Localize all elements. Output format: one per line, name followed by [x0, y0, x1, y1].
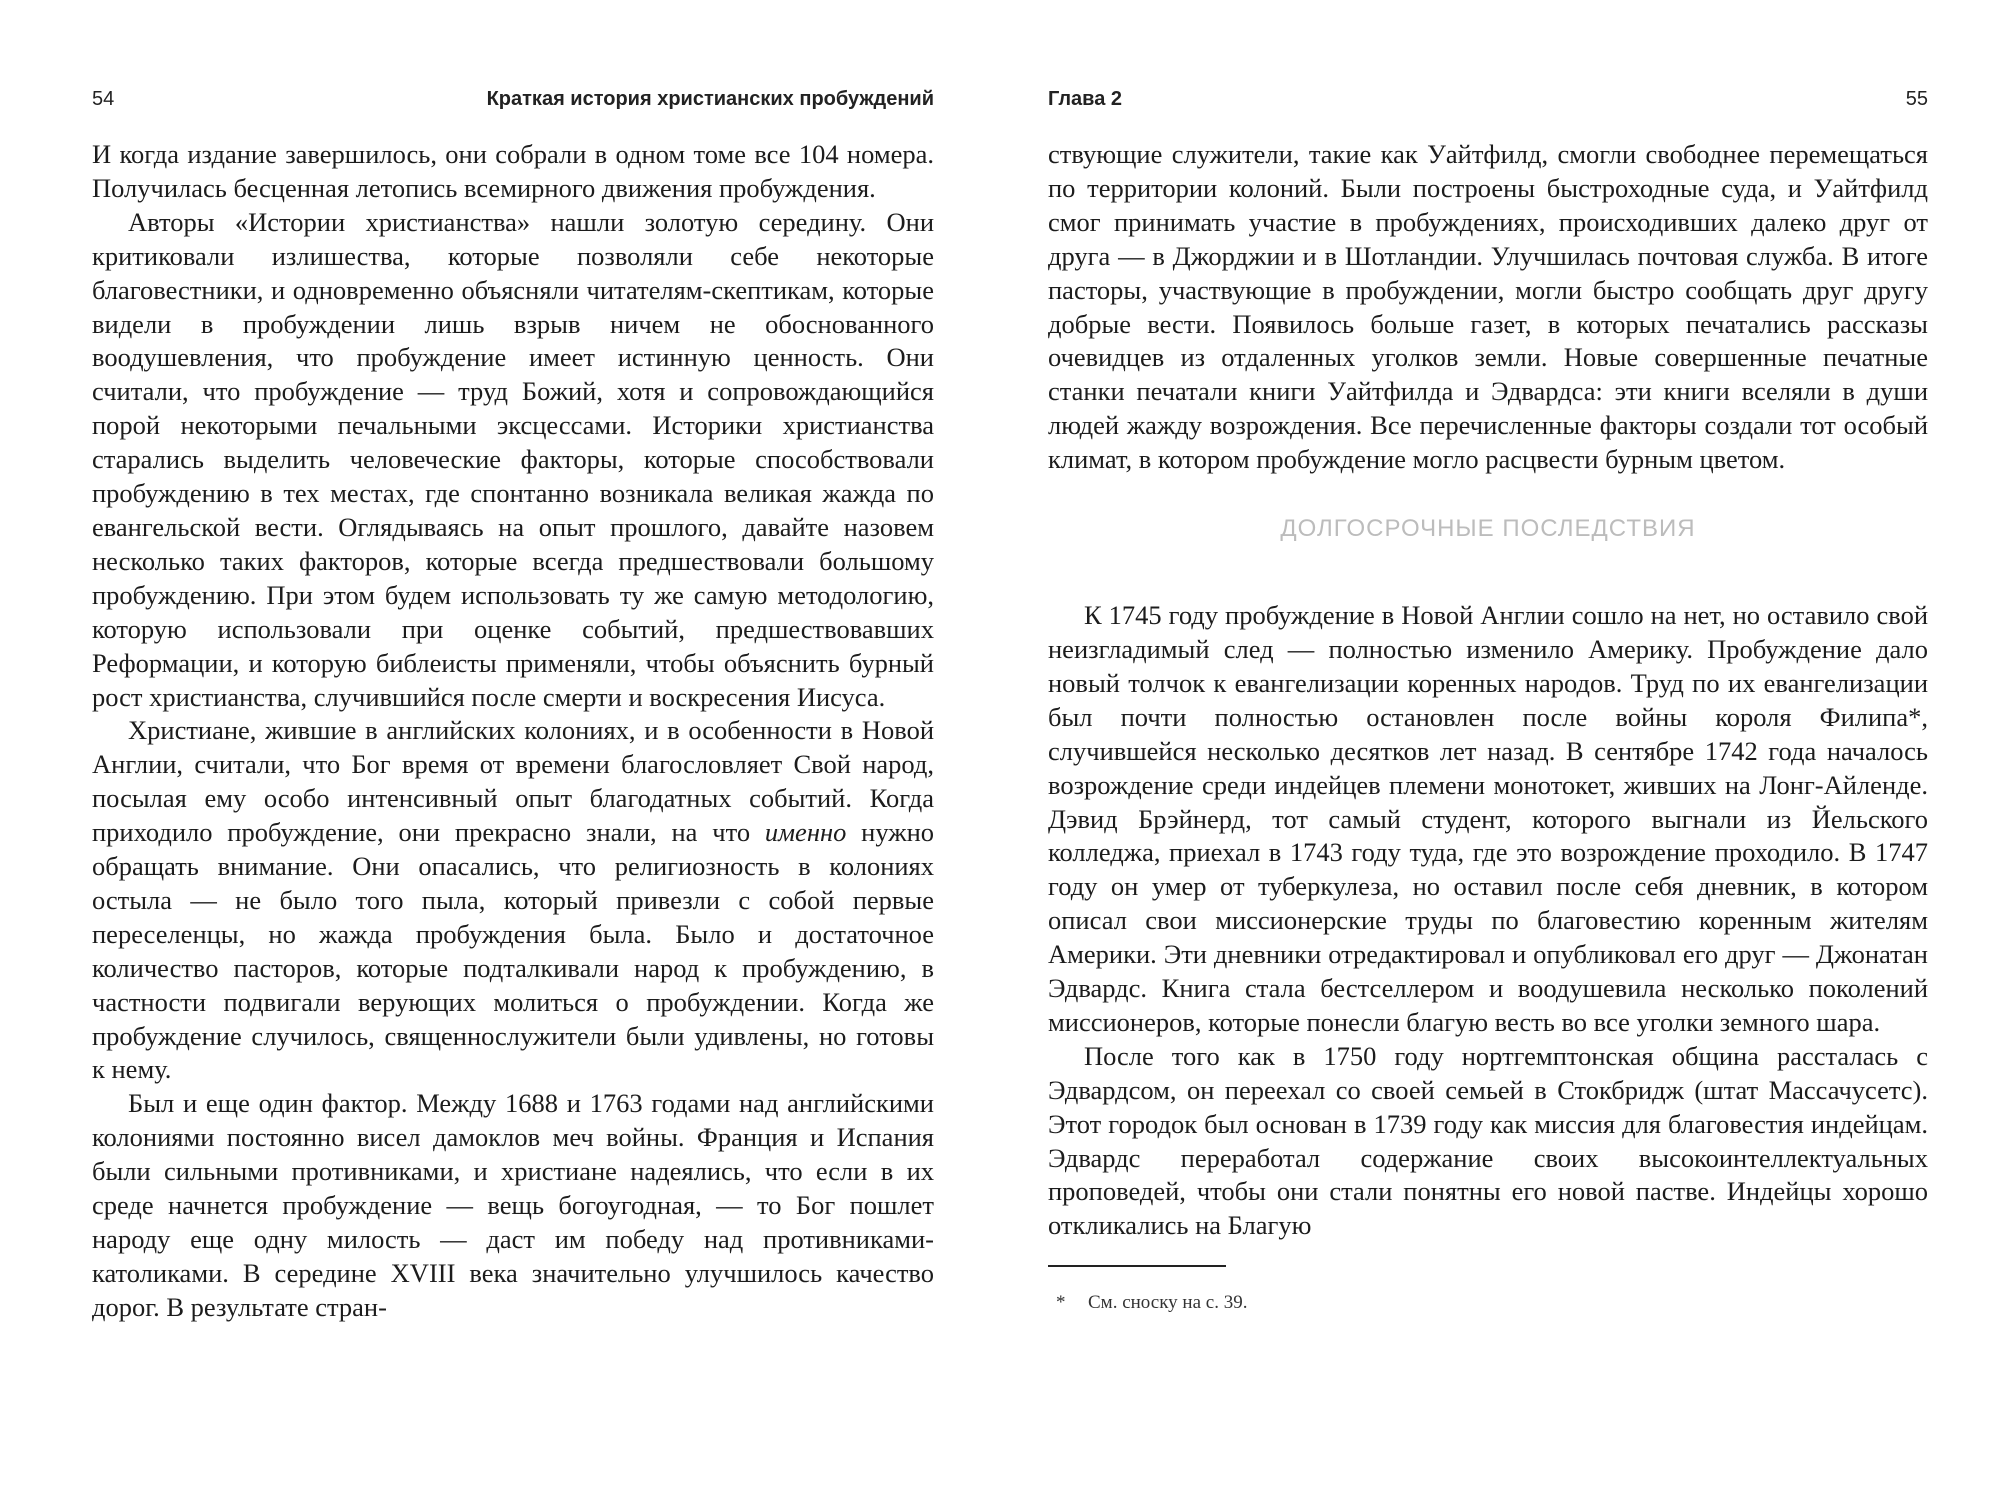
paragraph: ствующие служители, такие как Уайтфилд, смогли свободнее перемещаться по территории колоний. Были построены быстроходные суда, и Уайтфилд смог принимать участие в пробуждениях, происходивших далеко друг от друга — в Джорджии и в Шотландии. Улучшилась почтовая служба. В итоге пасторы, участвующие в пробуждении, могли быстро сообщать друг другу добрые вести. Появилось больше газет, в которых печатались рассказы очевидцев из отдаленных уголков земли. Новые совершенные печатные станки печатали книги Уайтфилда и Эдвардса: эти книги вселяли в души людей жажду возрождения. Все перечисленные факторы создали тот особый климат, в котором пробуждение могло расцвести бурным цветом.: [1048, 139, 1928, 475]
chapter-title: Глава 2: [1048, 88, 1123, 110]
paragraph: [92, 714, 934, 1087]
left-page-body: [92, 138, 934, 1325]
paragraph-text: Христиане, жившие в английских колониях, и в особенности в Новой Англии, считали, что Бог время от времени благословляет Свой народ, посылая ему особо интенсивный опыт благодатных событий. Когда приходило пробуждение, они прекрасно знали, на что: [92, 715, 934, 848]
right-page: [1000, 0, 2000, 1488]
footnote-text: См. сноску на с. 39.: [1088, 1292, 1248, 1314]
section-heading: ДОЛГОСРОЧНЫЕ ПОСЛЕДСТВИЯ: [1280, 515, 1696, 543]
right-page-body: [1048, 138, 1928, 1315]
running-title: Краткая история христианских пробуждений: [486, 88, 934, 110]
footnote-mark: *: [1056, 1292, 1066, 1314]
paragraph: К 1745 году пробуждение в Новой Англии сошло на нет, но оставило свой неизгладимый след — полностью изменило Америку. Пробуждение дало новый толчок к евангелизации коренных народов. Труд по их евангелизации был почти полностью остановлен после войны короля Филипа*, случившейся несколько десятков лет назад. В сентябре 1742 года началось возрождение среди индейцев племени монотокет, живших на Лонг-Айленде. Дэвид Брэйнерд, тот самый студент, которого выгнали из Йельского колледжа, приехал в 1743 году туда, где это возрождение проходило. В 1747 году он умер от туберкулеза, но оставил после себя дневник, в котором описал свои миссионерские труды по благовестию коренным жителям Америки. Эти дневники отредактировал и опубликовал его друг — Джонатан Эдвардс. Книга стала бестселлером и воодушевила несколько поколений миссионеров, которые понесли благую весть во все уголки земного шара.: [1048, 600, 1928, 1037]
paragraph: Авторы «Истории христианства» нашли золотую середину. Они критиковали излишества, которые позволяли себе некоторые благовестники, и одновременно объясняли читателям-скептикам, которые видели в пробуждении лишь взрыв ничем не обоснованного воодушевления, что пробуждение имеет истинную ценность. Они считали, что пробуждение — труд Божий, хотя и сопровождающийся порой некоторыми печальными эксцессами. Историки христианства старались выделить человеческие факторы, которые способствовали пробуждению в тех местах, где спонтанно возникала великая жажда по евангельской вести. Оглядываясь на опыт прошлого, давайте назовем несколько таких факторов, которые всегда предшествовали большому пробуждению. При этом будем использовать ту же самую методологию, которую использовали при оценке событий, предшествовавших Реформации, и которую библеисты применяли, чтобы объяснить бурный рост христианства, случившийся после смерти и воскресения Иисуса.: [92, 206, 934, 712]
left-page-header: [92, 88, 934, 124]
page-number: 54: [92, 88, 115, 110]
paragraph: Был и еще один фактор. Между 1688 и 1763 годами над английскими колониями постоянно висел дамоклов меч войны. Франция и Испания были сильными противниками, и христиане надеялись, что если в их среде начнется пробуждение — вещь богоугодная, — то Бог пошлет народу еще одну милость — даст им победу над противниками-католиками. В середине XVIII века значительно улучшилось качество дорог. В результате стран-: [92, 1088, 934, 1322]
footnote: [1048, 1291, 1928, 1315]
emphasis-text: именно: [764, 817, 847, 848]
paragraph: И когда издание завершилось, они собрали в одном томе все 104 номера. Получилась бесценная летопись всемирного движения пробуждения.: [92, 139, 934, 203]
right-page-header: [1048, 88, 1928, 124]
page-number: 55: [1905, 88, 1928, 110]
paragraph-text: нужно обращать внимание. Они опасались, что религиозность в колониях остыла — не было того пыла, который привезли с собой первые переселенцы, но жажда пробуждения была. Было и достаточное количество пасторов, которые подталкивали народ к пробуждению, в частности подвигали верующих молиться о пробуждении. Когда же пробуждение случилось, священнослужители были удивлены, но готовы к нему.: [92, 817, 935, 1085]
paragraph: После того как в 1750 году нортгемптонская община рассталась с Эдвардсом, он переехал со своей семьей в Стокбридж (штат Массачусетс). Этот городок был основан в 1739 году как миссия для благовестия индейцам. Эдвардс переработал содержание своих высокоинтеллектуальных проповедей, чтобы они стали понятны его новой пастве. Индейцы хорошо откликались на Благую: [1048, 1040, 1928, 1241]
footnote-divider: [1048, 1265, 1226, 1267]
